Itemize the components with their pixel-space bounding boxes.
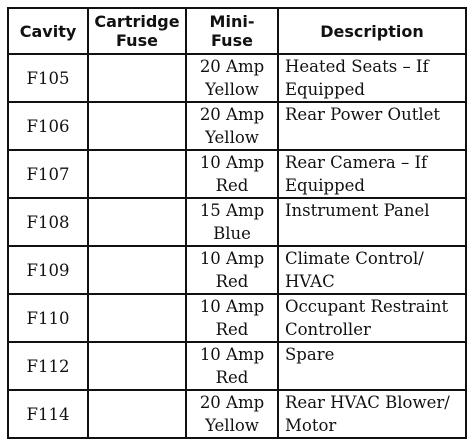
table-body: [8, 54, 466, 438]
mini-fuse-rating: 10 Amp: [199, 345, 265, 364]
header-row: [8, 8, 466, 54]
cartridge-cell: [88, 102, 186, 150]
mini-fuse-rating: 20 Amp: [199, 57, 265, 76]
header-mini-fuse: [186, 8, 278, 54]
description-line1: Rear Power Outlet: [285, 105, 441, 124]
description-line2: HVAC: [285, 272, 335, 291]
description-line1: Climate Control/: [285, 249, 424, 268]
header-cartridge-line2: Fuse: [116, 31, 158, 50]
cartridge-cell: [88, 150, 186, 198]
table-row: [8, 246, 466, 294]
mini-fuse-rating: 10 Amp: [199, 297, 265, 316]
table-row: [8, 150, 466, 198]
header-cavity: Cavity: [8, 8, 88, 54]
cartridge-cell: [88, 390, 186, 438]
header-description: Description: [278, 8, 466, 54]
header-mini-line1: Mini-: [209, 12, 255, 31]
header-cartridge-line1: Cartridge: [94, 12, 180, 31]
mini-fuse-cell: [186, 54, 278, 102]
description-line2: Equipped: [285, 80, 365, 99]
mini-fuse-cell: [186, 294, 278, 342]
description-cell: [278, 198, 466, 246]
table-row: [8, 390, 466, 438]
mini-fuse-color: Yellow: [205, 128, 259, 147]
mini-fuse-rating: 10 Amp: [199, 153, 265, 172]
cartridge-cell: [88, 54, 186, 102]
description-cell: [278, 246, 466, 294]
cavity-cell: F108: [8, 198, 88, 246]
mini-fuse-color: Red: [215, 368, 249, 387]
cavity-cell: F109: [8, 246, 88, 294]
description-line1: Occupant Restraint: [285, 297, 449, 316]
header-mini-line2: Fuse: [211, 31, 253, 50]
mini-fuse-cell: [186, 246, 278, 294]
mini-fuse-cell: [186, 342, 278, 390]
table-row: [8, 102, 466, 150]
cavity-cell: F110: [8, 294, 88, 342]
description-cell: [278, 294, 466, 342]
description-line1: Rear HVAC Blower/: [285, 393, 450, 412]
description-line1: Spare: [285, 345, 335, 364]
mini-fuse-color: Yellow: [205, 416, 259, 435]
table-row: [8, 342, 466, 390]
mini-fuse-color: Red: [215, 176, 249, 195]
mini-fuse-rating: 10 Amp: [199, 249, 265, 268]
description-line2: Motor: [285, 416, 337, 435]
header-cartridge-fuse: [88, 8, 186, 54]
description-line2: Controller: [285, 320, 371, 339]
mini-fuse-rating: 20 Amp: [199, 105, 265, 124]
mini-fuse-color: Red: [215, 320, 249, 339]
description-cell: [278, 390, 466, 438]
cavity-cell: F114: [8, 390, 88, 438]
cartridge-cell: [88, 294, 186, 342]
mini-fuse-rating: 20 Amp: [199, 393, 265, 412]
description-line2: Equipped: [285, 176, 365, 195]
cartridge-cell: [88, 342, 186, 390]
description-line1: Instrument Panel: [285, 201, 430, 220]
cavity-cell: F105: [8, 54, 88, 102]
table-row: [8, 54, 466, 102]
mini-fuse-cell: [186, 102, 278, 150]
description-cell: [278, 54, 466, 102]
description-line1: Rear Camera – If: [285, 153, 428, 172]
description-line1: Heated Seats – If: [285, 57, 429, 76]
fuse-table: [7, 7, 467, 439]
mini-fuse-cell: [186, 150, 278, 198]
cavity-cell: F106: [8, 102, 88, 150]
table-row: [8, 294, 466, 342]
mini-fuse-cell: [186, 198, 278, 246]
cavity-cell: F112: [8, 342, 88, 390]
table-header: [8, 8, 466, 54]
mini-fuse-rating: 15 Amp: [199, 201, 265, 220]
mini-fuse-color: Red: [215, 272, 249, 291]
description-cell: [278, 342, 466, 390]
cartridge-cell: [88, 198, 186, 246]
table-row: [8, 198, 466, 246]
mini-fuse-color: Yellow: [205, 80, 259, 99]
mini-fuse-color: Blue: [213, 224, 251, 243]
description-cell: [278, 150, 466, 198]
cavity-cell: F107: [8, 150, 88, 198]
mini-fuse-cell: [186, 390, 278, 438]
description-cell: [278, 102, 466, 150]
cartridge-cell: [88, 246, 186, 294]
